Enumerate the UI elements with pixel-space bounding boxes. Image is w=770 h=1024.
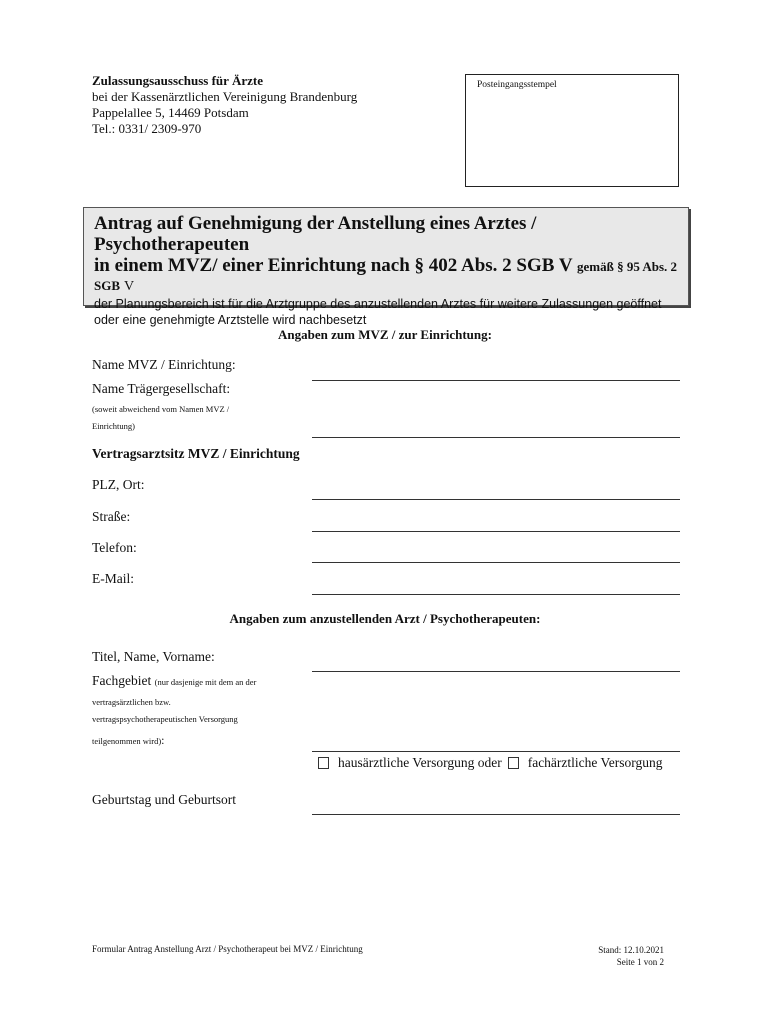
fachgebiet-colon: :	[161, 733, 165, 747]
title-subtitle-1: der Planungsbereich ist für die Arztgruppe des anzustellenden Arztes für weitere Zulassungen geöffnet	[94, 297, 662, 311]
strasse-label: Straße:	[92, 509, 131, 524]
stamp-label: Posteingangsstempel	[477, 80, 557, 90]
section-mvz-heading: Angaben zum MVZ / zur Einrichtung:	[278, 327, 492, 342]
hausaerztlich-checkbox[interactable]	[318, 757, 329, 769]
sender-org: bei der Kassenärztlichen Vereinigung Brandenburg	[92, 89, 358, 104]
geburt-field[interactable]	[312, 814, 680, 815]
email-label: E-Mail:	[92, 571, 134, 586]
versorgung-options	[318, 755, 663, 771]
sender-name: Zulassungsausschuss für Ärzte	[92, 73, 263, 88]
sender-street: Pappelallee 5, 14469 Potsdam	[92, 105, 249, 120]
fachgebiet-label	[92, 673, 256, 689]
footer-meta	[598, 944, 664, 968]
traeger-note-2: Einrichtung)	[92, 421, 135, 431]
sender-address	[92, 73, 357, 137]
traeger-note-1: (soweit abweichend vom Namen MVZ /	[92, 404, 230, 414]
fachgebiet-note-4-row	[92, 733, 165, 748]
form-title-box	[83, 207, 689, 327]
title-line-2a: in einem MVZ/ einer Einrichtung nach § 402 Abs. 2 SGB V	[94, 255, 573, 276]
plz-ort-label: PLZ, Ort:	[92, 477, 145, 492]
receipt-stamp-box	[465, 74, 679, 187]
mvz-name-field[interactable]	[312, 380, 680, 381]
title-line-3a: SGB	[94, 278, 121, 293]
mvz-name-label: Name MVZ / Einrichtung:	[92, 357, 236, 372]
fachaerztlich-checkbox[interactable]	[508, 757, 519, 769]
fachaerztlich-label: fachärztliche Versorgung	[527, 755, 663, 770]
footer-page: Seite 1 von 2	[616, 957, 664, 967]
fachgebiet-title: Fachgebiet	[92, 673, 152, 688]
section-arzt-heading: Angaben zum anzustellenden Arzt / Psychotherapeuten:	[229, 611, 541, 626]
footer-stand: Stand: 12.10.2021	[598, 945, 664, 955]
arzt-name-field[interactable]	[312, 671, 680, 672]
fachgebiet-note-1: (nur dasjenige mit dem an der	[154, 677, 257, 687]
fachgebiet-note-3: vertragspsychotherapeutischen Versorgung	[92, 714, 238, 724]
title-subtitle-2: oder eine genehmigte Arztstelle wird nachbesetzt	[94, 313, 367, 327]
telefon-label: Telefon:	[92, 540, 137, 555]
title-line-3b: V	[124, 279, 135, 294]
telefon-field[interactable]	[312, 562, 680, 563]
traeger-name-label: Name Trägergesellschaft:	[92, 381, 231, 396]
email-field[interactable]	[312, 594, 680, 595]
geburt-label: Geburtstag und Geburtsort	[92, 792, 236, 807]
sender-phone: Tel.: 0331/ 2309-970	[92, 121, 202, 136]
vertragsarztsitz-heading: Vertragsarztsitz MVZ / Einrichtung	[92, 446, 300, 461]
arzt-name-label: Titel, Name, Vorname:	[92, 649, 215, 664]
title-line-2b: gemäß § 95 Abs. 2	[577, 259, 678, 274]
footer-form-title: Formular Antrag Anstellung Arzt / Psychotherapeut bei MVZ / Einrichtung	[92, 944, 363, 954]
fachgebiet-field[interactable]	[312, 751, 680, 752]
title-line-1: Antrag auf Genehmigung der Anstellung eines Arztes / Psychotherapeuten	[94, 213, 537, 255]
plz-ort-field[interactable]	[312, 499, 680, 500]
strasse-field[interactable]	[312, 531, 680, 532]
title-line-3	[94, 277, 678, 295]
fachgebiet-note-2: vertragsärztlichen bzw.	[92, 697, 171, 707]
traeger-name-field[interactable]	[312, 437, 680, 438]
hausaerztlich-label: hausärztliche Versorgung oder	[338, 755, 502, 770]
fachgebiet-note-4: teilgenommen wird)	[92, 736, 162, 746]
title-line-2	[94, 255, 678, 277]
